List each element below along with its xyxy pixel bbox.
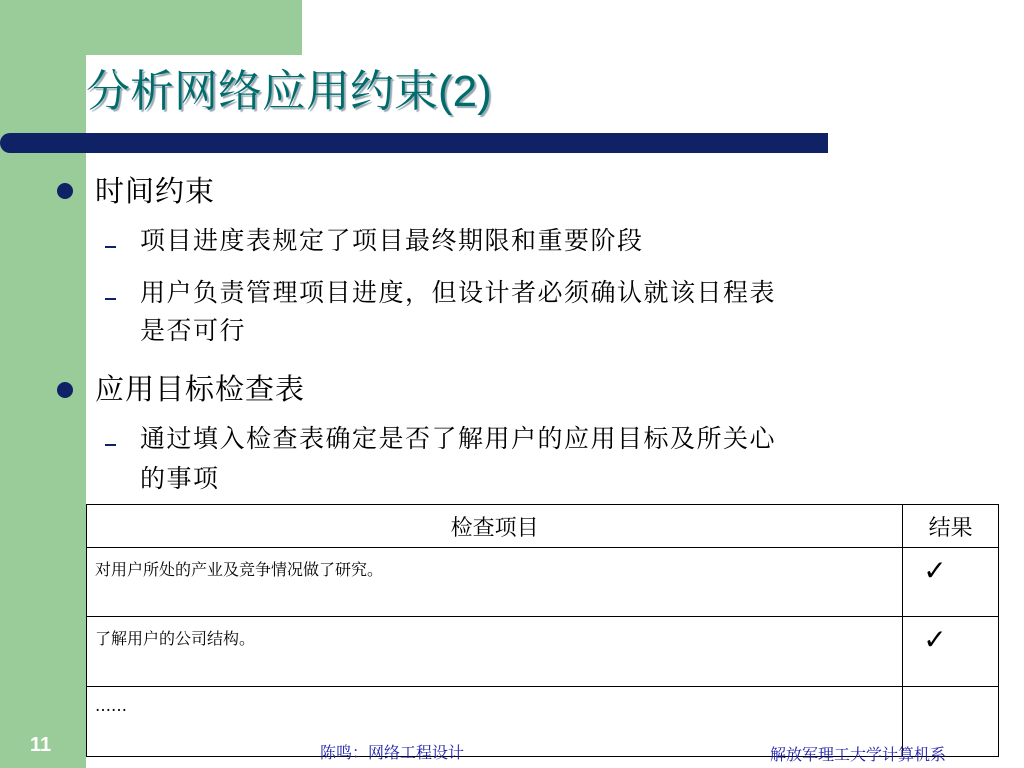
row-item: 了解用户的公司结构。 xyxy=(87,617,903,687)
dash-marker xyxy=(105,444,116,446)
point-line: 的事项 xyxy=(140,464,220,493)
footer-author: 陈鸣：网络工程设计 xyxy=(320,743,465,762)
table-header-row xyxy=(87,505,999,548)
dash-marker xyxy=(105,246,116,248)
col-header-result: 结果 xyxy=(903,505,999,548)
row-item: …… xyxy=(87,687,903,757)
page-number: 11 xyxy=(30,734,52,756)
footer-org: 解放军理工大学计算机系 xyxy=(770,745,947,764)
table-row xyxy=(87,617,999,687)
top-decor-band xyxy=(0,0,302,55)
row-item: 对用户所处的产业及竞争情况做了研究。 xyxy=(87,548,903,617)
bullet-dot xyxy=(57,183,73,199)
title-rule xyxy=(0,133,828,153)
point-line: 是否可行 xyxy=(140,316,247,345)
checkmark-icon: ✓ xyxy=(903,617,999,687)
table-row xyxy=(87,548,999,617)
section-heading-checklist: 应用目标检查表 xyxy=(95,372,306,406)
point-line: 项目进度表规定了项目最终期限和重要阶段 xyxy=(140,226,644,255)
dash-marker xyxy=(105,298,116,300)
section-heading-time: 时间约束 xyxy=(95,174,216,208)
left-decor-band xyxy=(0,0,86,768)
point-line: 用户负责管理项目进度，但设计者必须确认就该日程表 xyxy=(140,278,777,307)
bullet-dot xyxy=(57,382,73,398)
point-line: 通过填入检查表确定是否了解用户的应用目标及所关心 xyxy=(140,424,777,453)
checkmark-icon: ✓ xyxy=(903,548,999,617)
slide-title: 分析网络应用约束(2) xyxy=(86,67,492,116)
col-header-item: 检查项目 xyxy=(87,505,903,548)
checklist-table xyxy=(86,504,999,757)
